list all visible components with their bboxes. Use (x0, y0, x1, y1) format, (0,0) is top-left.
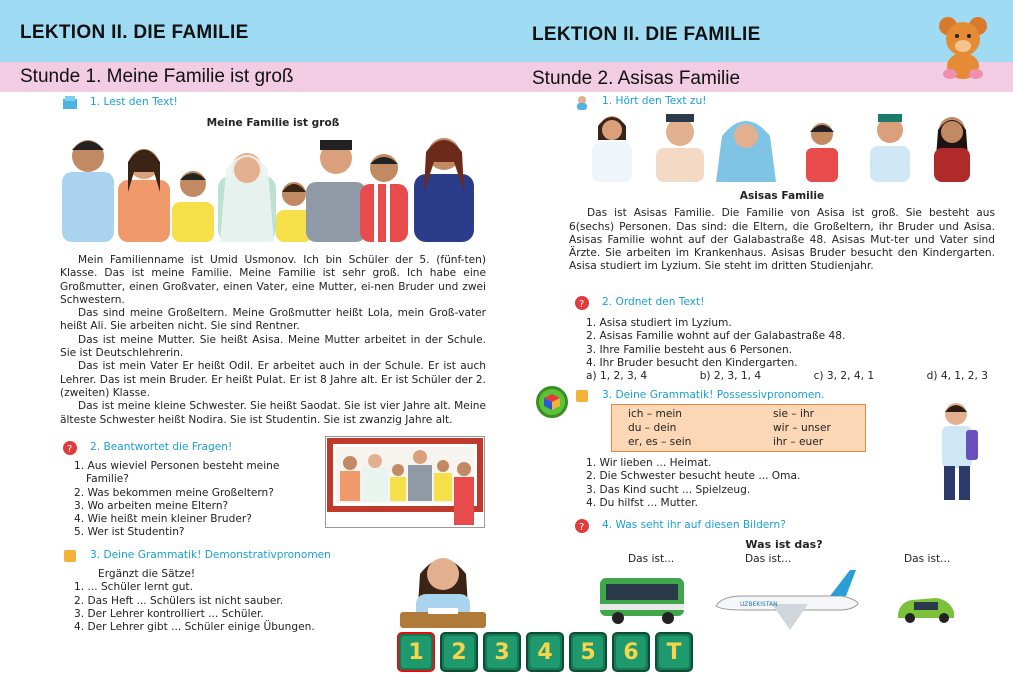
right-paragraph: Das ist Asisas Familie. Die Familie von Asisa ist groß. Sie besteht aus 6(sechs) Personen. Das sind: die Eltern, die Großeltern, ihr Bruder und Asisa. Asisas Familie wohnt auf der Galabastraße 48. Asisas Mut-ter und Vater sind Ärzte. Sie arbeiten im Krankenhaus. Asisas Bruder besucht den Kindergarten. Asisa studiert im Lyzium. Sie steht im dritten Studienjahr. (569, 207, 995, 273)
question: 2. Was bekommen meine Großeltern? (74, 486, 274, 499)
svg-text:?: ? (579, 299, 585, 310)
paragraph-2: Das sind meine Großeltern. Meine Großmutter heißt Lola, mein Groß-vater heißt Ali. Sie arbeiten nicht. Sie sind Rentner. (60, 307, 486, 333)
question-icon (60, 440, 80, 456)
nav-label: 6 (616, 636, 646, 668)
cube-badge-icon[interactable] (536, 386, 568, 418)
svg-text:?: ? (67, 444, 73, 455)
car-image (894, 590, 958, 626)
nav-button-2[interactable] (440, 632, 478, 672)
nav-label: T (659, 636, 689, 668)
question: 3. Wo arbeiten meine Eltern? (74, 499, 229, 512)
exercise-item: 4. Der Lehrer gibt ... Schüler einige Übungen. (74, 621, 315, 634)
nav-label: 4 (530, 636, 560, 668)
answer-option[interactable]: d) 4, 1, 2, 3 (926, 370, 988, 383)
question: 1. Aus wieviel Personen besteht meine (74, 460, 280, 472)
exercise-item: 4. Du hilfst ... Mutter. (586, 496, 698, 509)
pronoun-right-col (773, 407, 831, 449)
pronoun: ihr – euer (773, 436, 824, 448)
question: 4. Wie heißt mein kleiner Bruder? (74, 513, 252, 526)
task1-left (60, 95, 486, 111)
ordering-item: 2. Asisas Familie wohnt auf der Galabastraße 48. (586, 330, 846, 343)
nav-button-6[interactable] (612, 632, 650, 672)
task2-left (60, 440, 322, 540)
grammar-icon (60, 548, 80, 564)
left-lesson-title: LEKTION II. DIE FAMILIE (20, 22, 249, 43)
paragraph-3: Das ist meine Mutter. Sie heißt Asisa. Meine Mutter arbeitet in der Schule. Sie ist Deutschlehrerin. (60, 333, 486, 360)
text-title: Meine Familie ist groß (206, 117, 340, 129)
caption-plane: Das ist... (745, 553, 792, 565)
writing-girl-illustration (398, 546, 488, 630)
ordering-list (572, 317, 996, 370)
ordering-item: 3. Ihre Familie besteht aus 6 Personen. (586, 343, 793, 356)
question: 5. Wer ist Studentin? (74, 526, 185, 539)
answer-options (572, 370, 988, 383)
answer-option[interactable]: b) 2, 3, 1, 4 (699, 370, 762, 383)
right-text (569, 190, 995, 274)
ordering-item: 1. Asisa studiert im Lyzium. (586, 317, 732, 329)
left-stunde-title: Stunde 1. Meine Familie ist groß (20, 66, 294, 87)
task4-label: 4. Was seht ihr auf diesen Bildern? (602, 519, 786, 532)
possessive-exercises (586, 457, 886, 510)
family-photo (325, 436, 485, 528)
left-column (60, 95, 486, 130)
paragraph-5: Das ist meine kleine Schwester. Sie heißt Saodat. Sie ist vier Jahre alt. Meine älteste Schwester heißt Nodira. Sie ist Studentin. Sie ist zwanzig Jahre alt. (60, 400, 486, 426)
paragraph-1: Mein Familienname ist Umid Usmonov. Ich bin Schüler der 5. (fünf-ten) Klasse. Das ist meine Familie. Meine Familie ist sehr groß. Ich habe eine Großmutter, einen Großvater, einen Vater, eine Mutter, ei-nen Bruder und zwei Schwestern. (60, 254, 486, 306)
task2-right (572, 295, 996, 383)
right-stunde-title: Stunde 2. Asisas Familie (532, 68, 741, 89)
schoolboy-illustration (932, 400, 982, 504)
family-illustration (62, 132, 476, 242)
answer-option[interactable]: c) 3, 2, 4, 1 (813, 370, 875, 383)
pronoun: wir – unser (773, 422, 831, 434)
task2-right-label: 2. Ordnet den Text! (602, 296, 705, 309)
right-lesson-title: LEKTION II. DIE FAMILIE (532, 24, 761, 45)
right-text-title: Asisas Familie (739, 190, 825, 202)
exercise-item: 3. Das Kind sucht ... Spielzeug. (586, 483, 751, 496)
task3-right-label: 3. Deine Grammatik! Possessivpronomen. (602, 389, 825, 402)
ordering-item: 4. Ihr Bruder besucht den Kindergarten. (586, 356, 798, 369)
exercise-item: 3. Der Lehrer kontrolliert ... Schüler. (74, 607, 264, 620)
nav-button-test[interactable] (655, 632, 693, 672)
exercise-list (60, 581, 390, 634)
task1-label: 1. Lest den Text! (90, 96, 178, 109)
airplane-image (712, 566, 862, 632)
task3-label: 3. Deine Grammatik! Demonstrativpronomen (90, 549, 331, 562)
paragraph-4: Das ist mein Vater Er heißt Odil. Er arbeitet auch in der Schule. Er ist auch Lehrer. Das ist mein Bruder. Er heißt Pulat. Er ist 8 Jahre alt. Er ist Schüler der 2. (zweiten) Klasse. (60, 360, 486, 399)
plane-livery-text: UZBEKISTAN (740, 601, 778, 608)
nav-button-1[interactable] (397, 632, 435, 672)
family-portraits (586, 110, 986, 182)
exercise-item: 1. ... Schüler lernt gut. (74, 581, 193, 594)
nav-label: 3 (487, 636, 517, 668)
pronoun: er, es – sein (628, 436, 692, 448)
task3-right (572, 388, 872, 404)
nav-label: 2 (444, 636, 474, 668)
book-icon (60, 95, 80, 111)
nav-label: 5 (573, 636, 603, 668)
left-text (60, 254, 486, 427)
bus-image (598, 574, 688, 626)
caption-car: Das ist... (904, 553, 951, 565)
task4-right (572, 518, 996, 551)
question: Familie? (86, 473, 129, 486)
right-column (572, 94, 996, 110)
task4-heading: Was ist das? (745, 538, 823, 551)
pronoun: sie – ihr (773, 408, 815, 420)
nav-button-4[interactable] (526, 632, 564, 672)
nav-label: 1 (401, 636, 431, 668)
caption-bus: Das ist... (628, 553, 675, 565)
task3-intro: Ergänzt die Sätze! (98, 568, 196, 580)
question-icon (572, 518, 592, 534)
question-icon (572, 295, 592, 311)
task2-label: 2. Beantwortet die Fragen! (90, 441, 233, 454)
question-list (60, 460, 322, 540)
exercise-item: 2. Die Schwester besucht heute ... Oma. (586, 470, 801, 483)
nav-button-5[interactable] (569, 632, 607, 672)
pronoun-left-col (628, 407, 691, 449)
exercise-item: 2. Das Heft ... Schülers ist nicht sauber. (74, 594, 284, 607)
nav-button-3[interactable] (483, 632, 521, 672)
task3-left (60, 548, 390, 634)
grammar-icon (572, 388, 592, 404)
answer-option[interactable]: a) 1, 2, 3, 4 (586, 370, 648, 383)
teddy-bear-icon (936, 14, 990, 80)
listening-icon (572, 94, 592, 110)
pronoun: ich – mein (628, 408, 683, 420)
svg-text:?: ? (579, 522, 585, 533)
task1-right-label: 1. Hört den Text zu! (602, 95, 707, 108)
pronoun: du – dein (628, 422, 677, 434)
exercise-item: 1. Wir lieben ... Heimat. (586, 457, 712, 469)
